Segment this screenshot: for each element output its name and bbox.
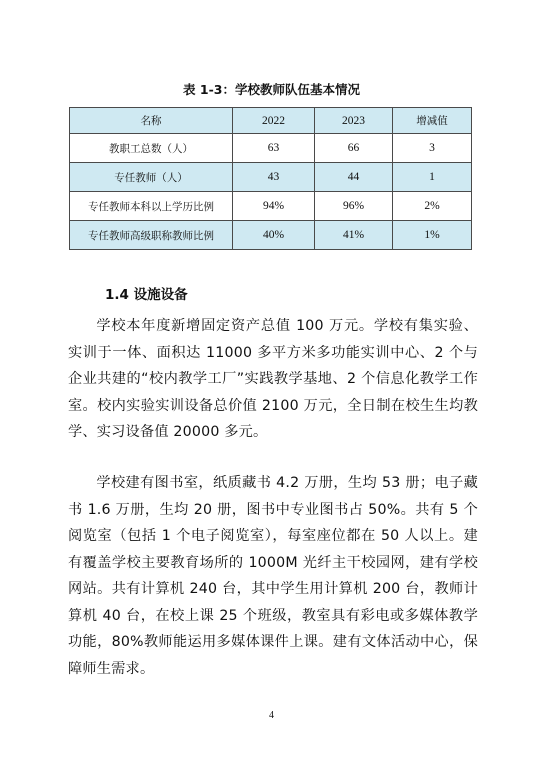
cell-change: 1	[393, 163, 472, 192]
row-label: 专任教师高级职称教师比例	[70, 221, 233, 250]
cell-2022: 43	[233, 163, 315, 192]
table-row	[70, 221, 472, 250]
body-paragraph: 学校建有图书室，纸质藏书 4.2 万册，生均 53 册；电子藏书 1.6 万册，生均 20 册，图书中专业图书占 50%。共有 5 个阅览室（包括 1 个电子阅览室），每室座位都在 50 人以上。建有覆盖学校主要教育场所的 1000M 光纤主干校园网，建有学校网站。共有计算机 240 台，其中学生用计算机 200 台，教师计算机 40 台，在校上课 25 个班级，教室具有彩电或多媒体教学功能，80%教师能运用多媒体课件上课。建有文体活动中心，保障师生需求。	[68, 475, 478, 677]
row-label: 教职工总数（人）	[70, 134, 233, 163]
column-header-2022: 2022	[233, 108, 315, 134]
cell-change: 3	[393, 134, 472, 163]
column-header-change: 增减值	[393, 108, 472, 134]
column-header-name: 名称	[70, 108, 233, 134]
cell-2023: 96%	[315, 192, 393, 221]
cell-2022: 40%	[233, 221, 315, 250]
column-header-2023: 2023	[315, 108, 393, 134]
cell-change: 2%	[393, 192, 472, 221]
table-row	[70, 134, 472, 163]
cell-2023: 41%	[315, 221, 393, 250]
row-label: 专任教师（人）	[70, 163, 233, 192]
page-number: 4	[269, 710, 274, 721]
table-row	[70, 163, 472, 192]
row-label: 专任教师本科以上学历比例	[70, 192, 233, 221]
cell-2022: 94%	[233, 192, 315, 221]
cell-2023: 66	[315, 134, 393, 163]
cell-change: 1%	[393, 221, 472, 250]
body-paragraph: 学校本年度新增固定资产总值 100 万元。学校有集实验、实训于一体、面积达 11000 多平方米多功能实训中心、2 个与企业共建的“校内教学工厂”实践教学基地、2 个信息化教学工作室。校内实验实训设备总价值 2100 万元，全日制在校生生均教学、实习设备值 20000 多元。	[68, 318, 478, 440]
table-caption: 表 1-3：学校教师队伍基本情况	[183, 82, 360, 97]
cell-2023: 44	[315, 163, 393, 192]
table-header-row	[70, 108, 472, 134]
section-heading: 1.4 设施设备	[105, 287, 188, 303]
cell-2022: 63	[233, 134, 315, 163]
table-row	[70, 192, 472, 221]
staff-table	[69, 107, 472, 250]
